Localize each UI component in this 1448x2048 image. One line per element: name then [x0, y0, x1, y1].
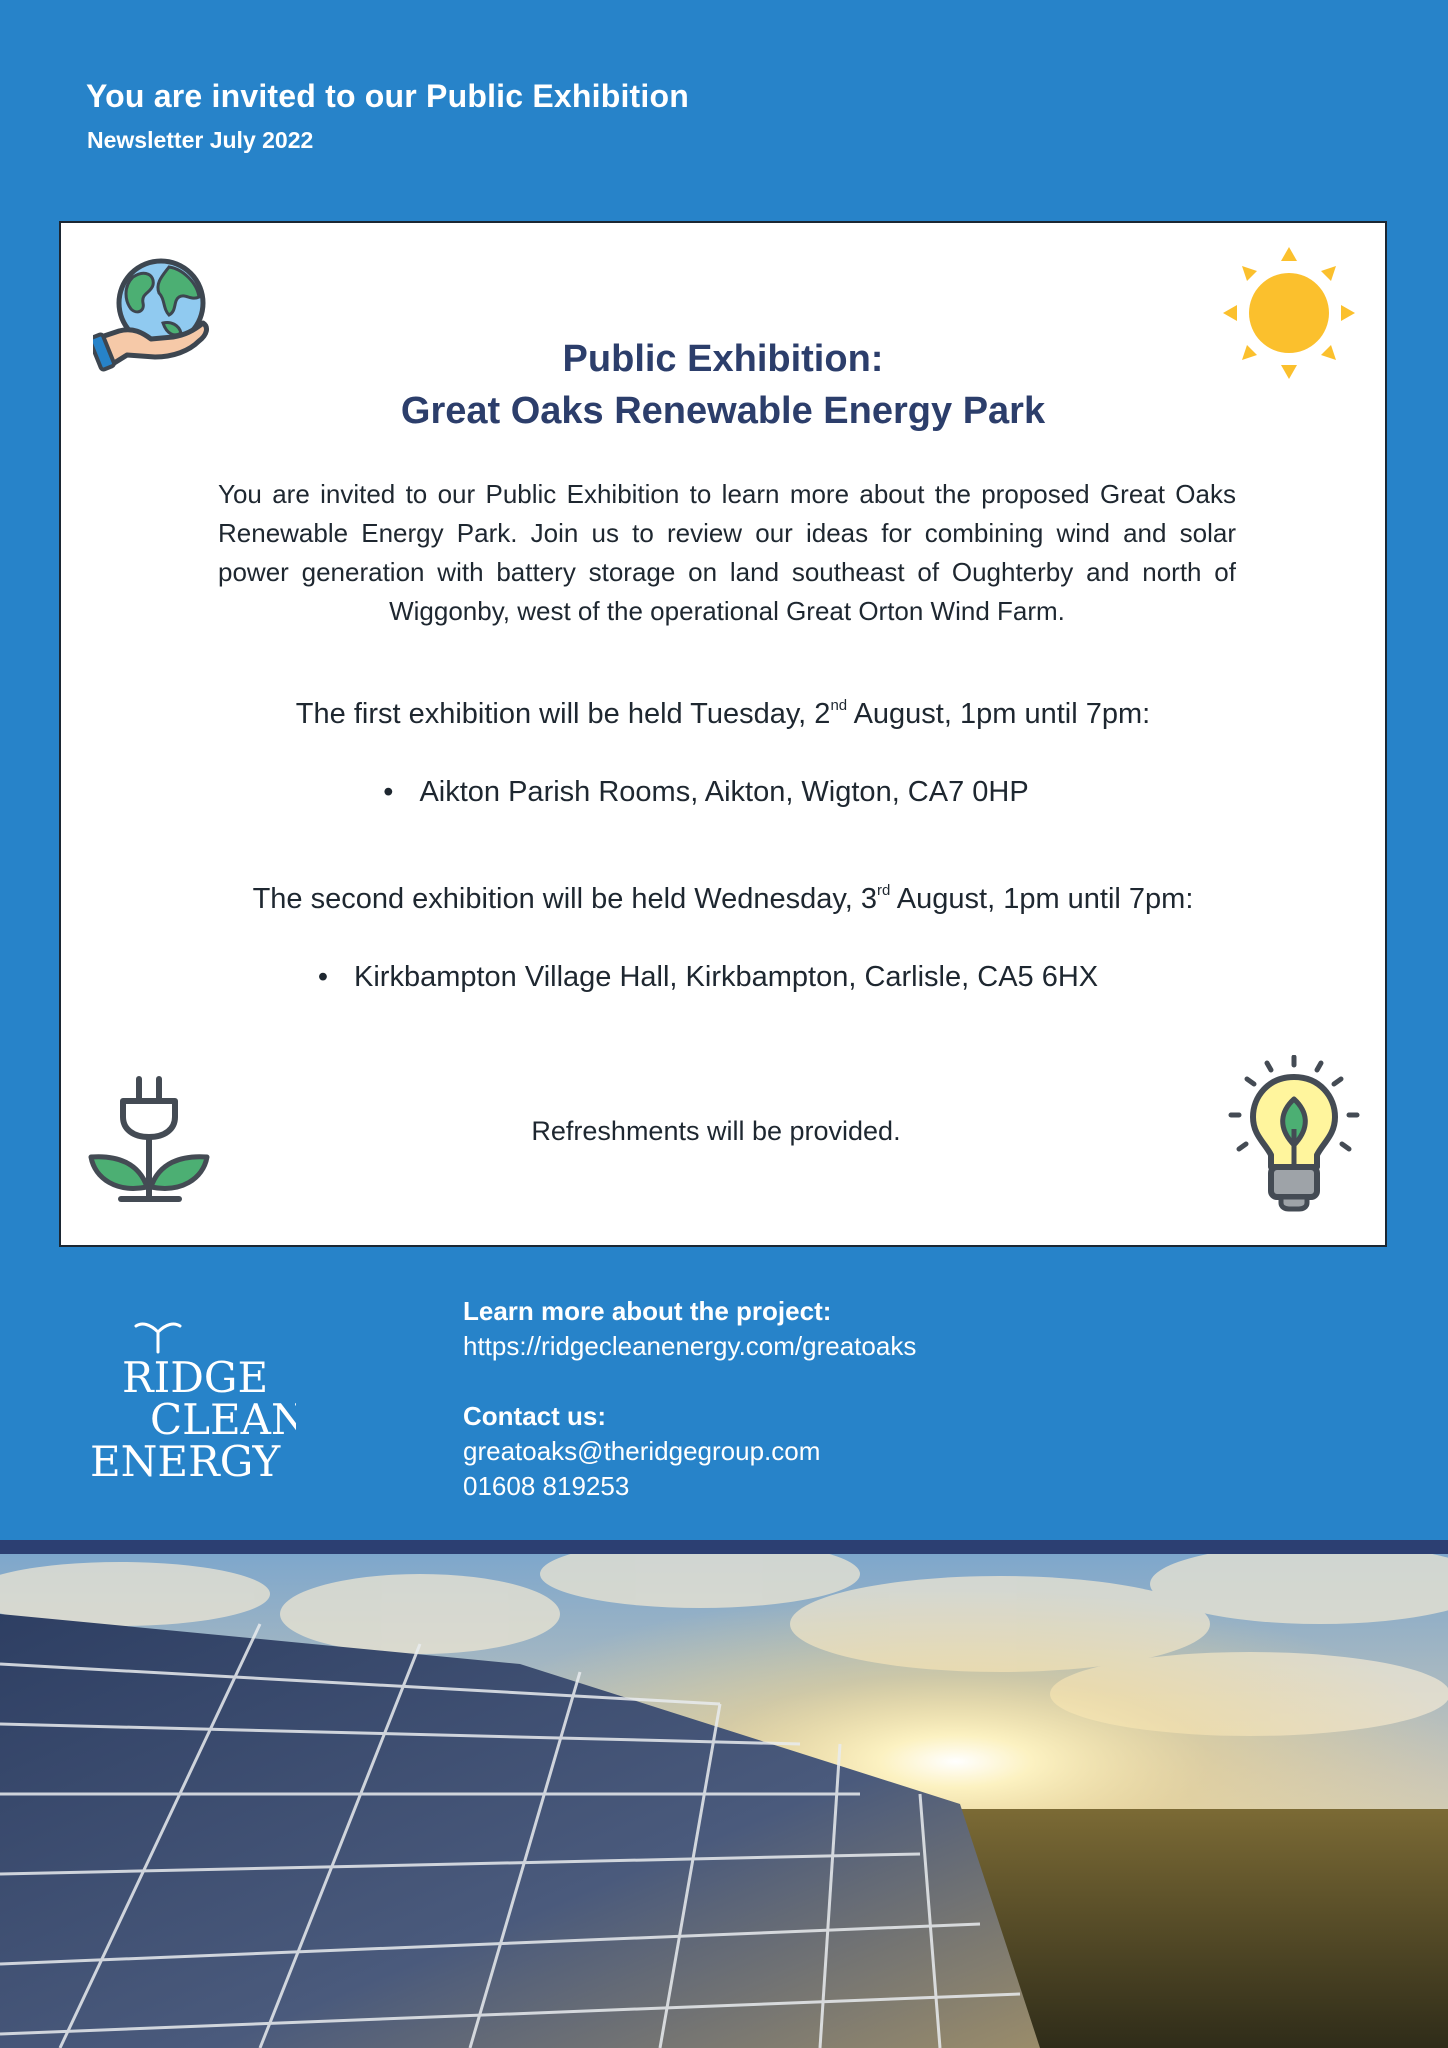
contact-phone: 01608 819253	[463, 1471, 630, 1501]
refreshments-note: Refreshments will be provided.	[531, 1116, 901, 1146]
first-venue: Aikton Parish Rooms, Aikton, Wigton, CA7 0HP	[419, 776, 1029, 808]
title-line-2: Great Oaks Renewable Energy Park	[400, 390, 1046, 432]
page-title: You are invited to our Public Exhibition	[86, 78, 689, 114]
logo-word-energy: ENERGY	[90, 1437, 281, 1486]
contact-email-link[interactable]: greatoaks@theridgegroup.com	[463, 1436, 821, 1466]
plug-plant-icon	[87, 1075, 211, 1205]
logo-mark	[86, 1318, 296, 1488]
eco-lightbulb-icon	[1227, 1055, 1361, 1213]
second-exhibition-date	[61, 883, 1385, 916]
second-venue: Kirkbampton Village Hall, Kirkbampton, Carlisle, CA5 6HX	[354, 961, 1099, 993]
contact-heading: Contact us:	[463, 1401, 606, 1431]
spacer	[463, 1364, 916, 1399]
intro-paragraph: You are invited to our Public Exhibition to learn more about the proposed Great Oaks Renewable Energy Park. Join us to review our ideas for combining wind and solar power generation with battery storage on land southeast of Oughterby and north of Wiggonby, west of the operational Great Orton Wind Farm.	[218, 479, 1236, 626]
second-date-suffix: rd	[877, 882, 891, 899]
second-date-time: August, 1pm until 7pm:	[890, 883, 1194, 915]
first-venue-item	[27, 776, 1385, 809]
page-header	[86, 78, 689, 154]
newsletter-date: Newsletter July 2022	[87, 127, 314, 153]
logo-word-ridge: RIDGE	[122, 1353, 269, 1402]
solar-panels-sunset-photo	[0, 1554, 1448, 2048]
first-exhibition-date	[61, 698, 1385, 731]
logo-word-clean: CLEAN	[150, 1395, 296, 1444]
learn-more-heading: Learn more about the project:	[463, 1296, 832, 1326]
first-date-suffix: nd	[830, 697, 848, 714]
first-date-text: The first exhibition will be held Tuesday, 2	[295, 698, 831, 730]
divider-bar	[0, 1540, 1448, 1554]
second-date-text: The second exhibition will be held Wednesday, 3	[252, 883, 877, 915]
exhibition-title	[61, 333, 1385, 437]
first-date-time: August, 1pm until 7pm:	[847, 698, 1151, 730]
second-venue-item	[31, 961, 1385, 994]
contact-block	[463, 1294, 916, 1504]
bullet: •	[383, 776, 394, 808]
bullet: •	[317, 961, 329, 993]
project-url-link[interactable]: https://ridgecleanenergy.com/greatoaks	[463, 1331, 917, 1361]
exhibition-card	[59, 221, 1387, 1247]
ridge-clean-energy-logo	[86, 1318, 296, 1488]
title-line-1: Public Exhibition:	[562, 338, 884, 380]
